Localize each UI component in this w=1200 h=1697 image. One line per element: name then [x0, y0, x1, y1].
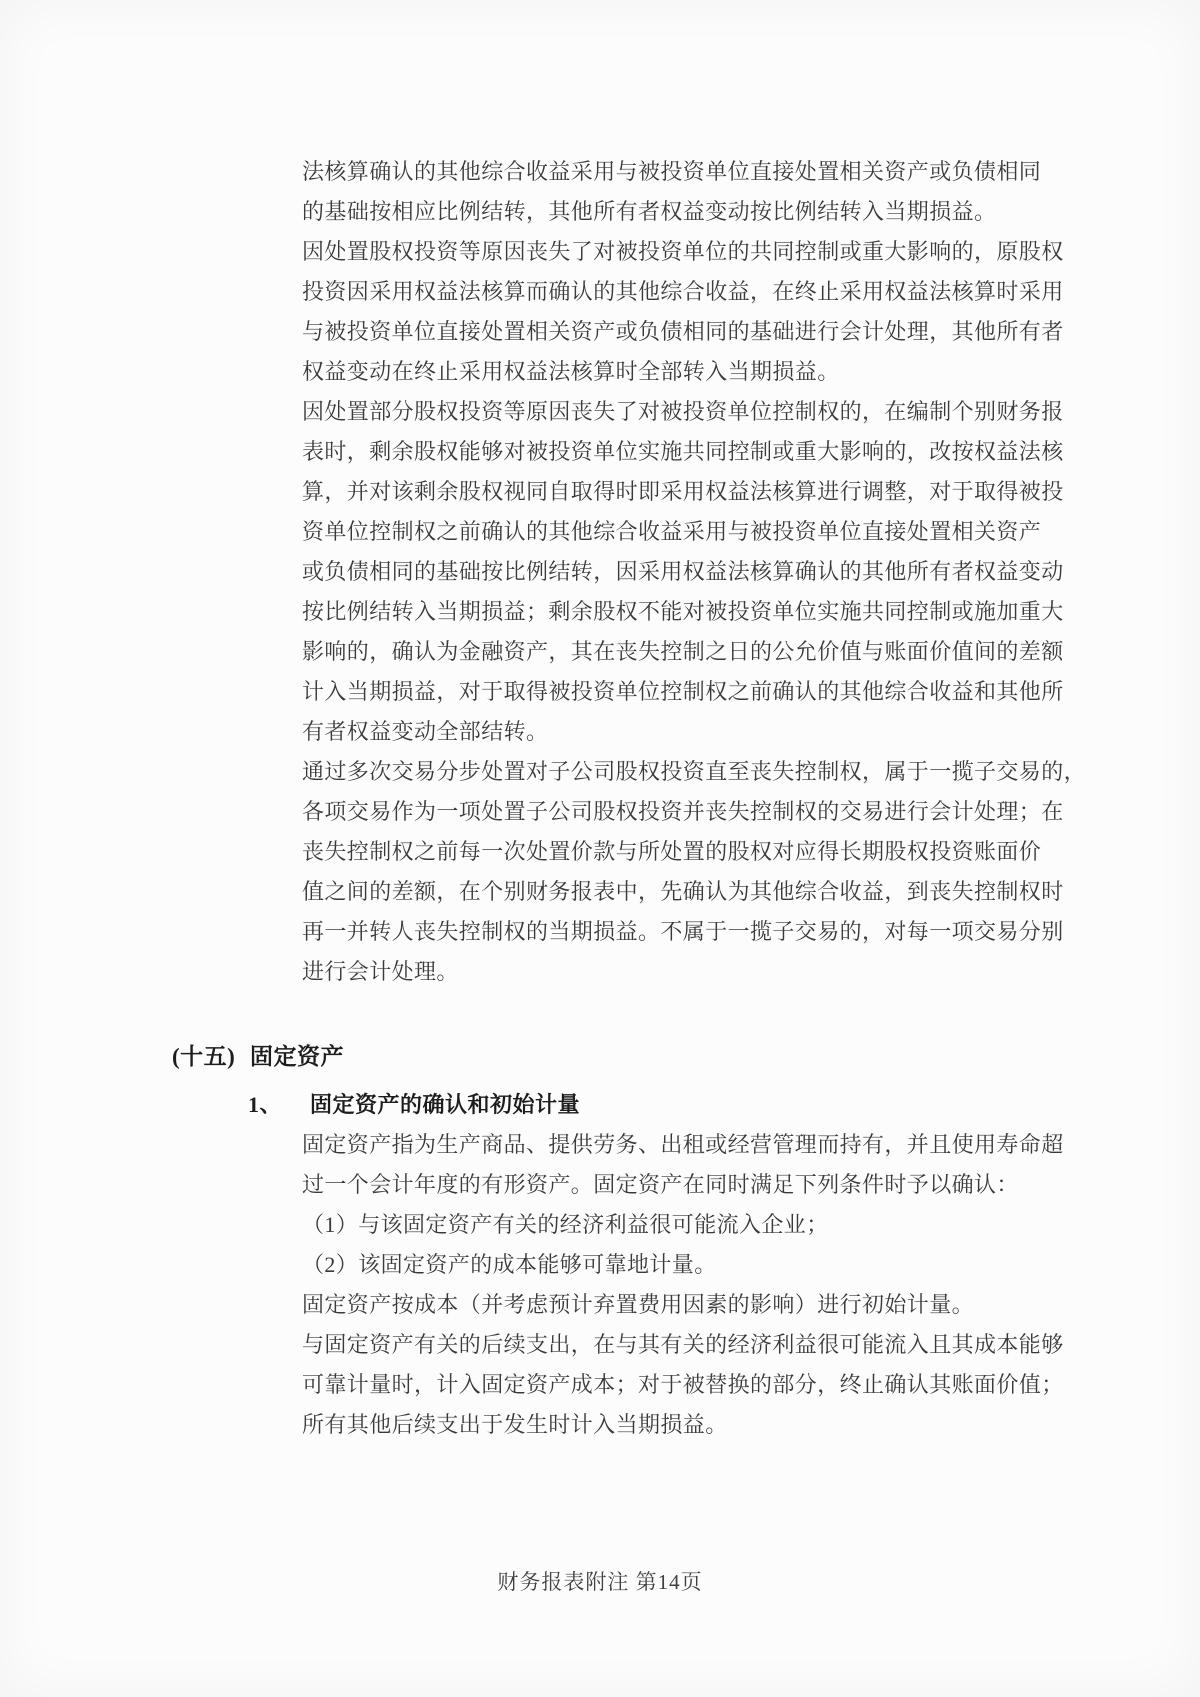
text-line: 或负债相同的基础按比例结转，因采用权益法核算确认的其他所有者权益变动 [302, 559, 1064, 584]
text-line: 表时，剩余股权能够对被投资单位实施共同控制或重大影响的，改按权益法核 [302, 439, 1064, 464]
text-line: （2）该固定资产的成本能够可靠地计量。 [302, 1252, 717, 1277]
section-heading-fixed-assets [172, 1037, 344, 1077]
text-line: 法核算确认的其他综合收益采用与被投资单位直接处置相关资产或负债相同 [302, 159, 1042, 184]
text-line: 过一个会计年度的有形资产。固定资产在同时满足下列条件时予以确认： [302, 1172, 1019, 1197]
text-line: 与固定资产有关的后续支出，在与其有关的经济利益很可能流入且其成本能够 [302, 1332, 1064, 1357]
text-line: 与被投资单位直接处置相关资产或负债相同的基础进行会计处理，其他所有者 [302, 319, 1064, 344]
text-line: 可靠计量时，计入固定资产成本；对于被替换的部分，终止确认其账面价值； [302, 1372, 1064, 1397]
text-line: 权益变动在终止采用权益法核算时全部转入当期损益。 [302, 359, 840, 384]
text-line: （1）与该固定资产有关的经济利益很可能流入企业； [302, 1212, 829, 1237]
text-line: 算，并对该剩余股权视同自取得时即采用权益法核算进行调整，对于取得被投 [302, 479, 1064, 504]
text-line: 因处置股权投资等原因丧失了对被投资单位的共同控制或重大影响的，原股权 [302, 239, 1064, 264]
text-line: 固定资产指为生产商品、提供劳务、出租或经营管理而持有，并且使用寿命超 [302, 1132, 1064, 1157]
subsection-number: 1、 [248, 1092, 283, 1117]
text-line: 再一并转人丧失控制权的当期损益。不属于一揽子交易的，对每一项交易分别 [302, 919, 1064, 944]
text-line: 值之间的差额，在个别财务报表中，先确认为其他综合收益，到丧失控制权时 [302, 879, 1064, 904]
text-line: 计入当期损益，对于取得被投资单位控制权之前确认的其他综合收益和其他所 [302, 679, 1064, 704]
text-line: 因处置部分股权投资等原因丧失了对被投资单位控制权的，在编制个别财务报 [302, 399, 1064, 424]
text-line: 投资因采用权益法核算而确认的其他综合收益，在终止采用权益法核算时采用 [302, 279, 1064, 304]
equity-method-paragraphs [302, 152, 1087, 992]
text-line: 通过多次交易分步处置对子公司股权投资直至丧失控制权，属于一揽子交易的， [302, 759, 1087, 784]
text-line: 资单位控制权之前确认的其他综合收益采用与被投资单位直接处置相关资产 [302, 519, 1042, 544]
subsection-heading-recognition [248, 1085, 580, 1125]
page-footer: 财务报表附注 第14页 [497, 1570, 703, 1594]
fixed-assets-paragraphs [302, 1125, 1064, 1445]
text-line: 所有其他后续支出于发生时计入当期损益。 [302, 1412, 728, 1437]
section-title: 固定资产 [250, 1044, 344, 1069]
text-line: 有者权益变动全部结转。 [302, 719, 549, 744]
text-line: 进行会计处理。 [302, 959, 459, 984]
text-line: 各项交易作为一项处置子公司股权投资并丧失控制权的交易进行会计处理；在 [302, 799, 1064, 824]
text-line: 固定资产按成本（并考虑预计弃置费用因素的影响）进行初始计量。 [302, 1292, 975, 1317]
text-line: 的基础按相应比例结转，其他所有者权益变动按比例结转入当期损益。 [302, 199, 997, 224]
text-line: 影响的，确认为金融资产，其在丧失控制之日的公允价值与账面价值间的差额 [302, 639, 1064, 664]
section-number: (十五) [172, 1044, 236, 1069]
text-line: 按比例结转入当期损益；剩余股权不能对被投资单位实施共同控制或施加重大 [302, 599, 1064, 624]
text-line: 丧失控制权之前每一次处置价款与所处置的股权对应得长期股权投资账面价 [302, 839, 1042, 864]
subsection-title: 固定资产的确认和初始计量 [310, 1092, 581, 1117]
